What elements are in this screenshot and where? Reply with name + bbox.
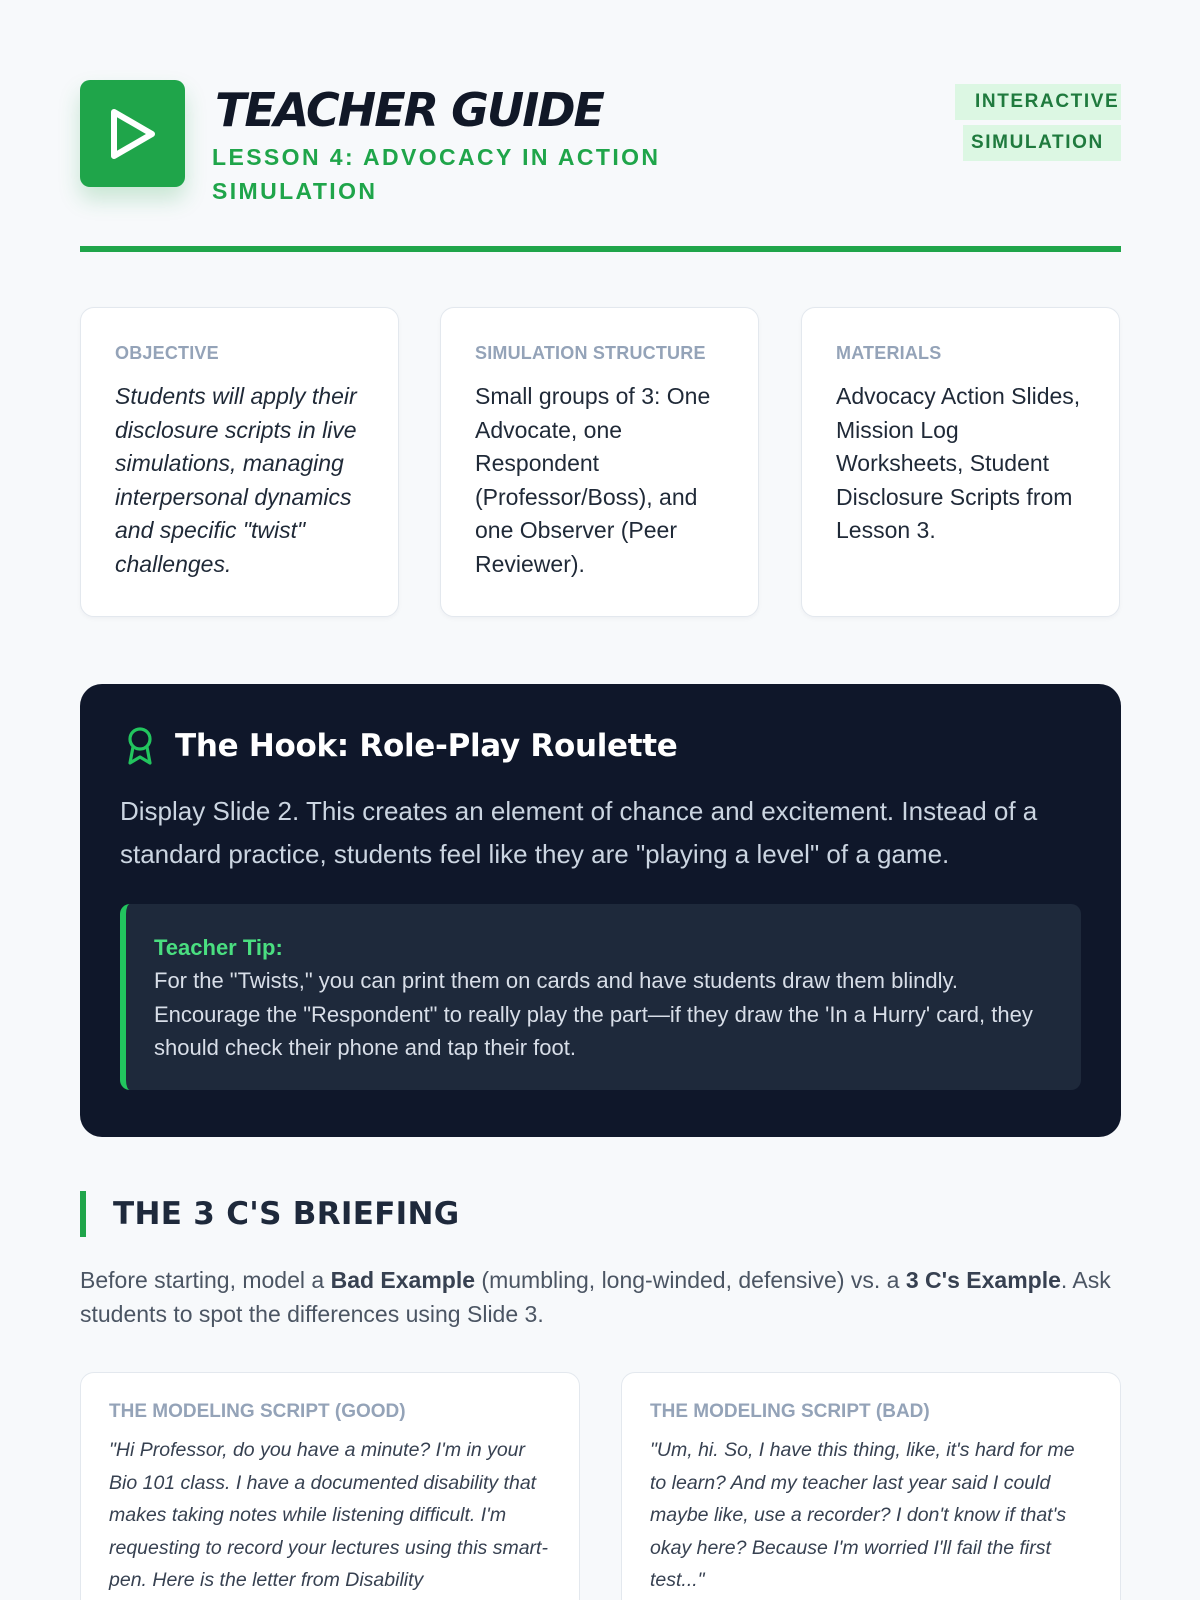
structure-card bbox=[440, 307, 759, 617]
hook-heading bbox=[120, 724, 1081, 768]
header-divider bbox=[80, 246, 1121, 252]
good-example-emphasis: 3 C's Example bbox=[905, 1267, 1061, 1293]
briefing-title: THE 3 C'S BRIEFING bbox=[113, 1196, 460, 1232]
card-label: SIMULATION STRUCTURE bbox=[475, 343, 706, 363]
play-icon bbox=[106, 106, 160, 162]
objective-card bbox=[80, 307, 399, 617]
logo-badge bbox=[80, 80, 185, 187]
header bbox=[80, 80, 1121, 210]
script-body: "Hi Professor, do you have a minute? I'm in your Bio 101 class. I have a documented disability that makes taking notes while listening difficult. I'm requesting to record your lectures using this smart-pen. Here is the letter from Disability bbox=[109, 1439, 548, 1591]
tip-label: Teacher Tip: bbox=[154, 935, 283, 960]
tip-text: For the "Twists," you can print them on cards and have students draw them blindly. Encourage the "Respondent" to really play the part—if they draw the 'In a Hurry' card, they should check their phone and tap their foot. bbox=[154, 968, 1033, 1060]
briefing-heading bbox=[80, 1190, 1121, 1240]
hook-section bbox=[80, 684, 1121, 1137]
bad-script-card bbox=[621, 1372, 1121, 1600]
bad-example-emphasis: Bad Example bbox=[330, 1267, 476, 1293]
card-body: Students will apply their disclosure scripts in live simulations, managing interpersonal dynamics and specific "twist" challenges. bbox=[115, 383, 357, 577]
hook-title: The Hook: Role-Play Roulette bbox=[175, 728, 678, 764]
heading-accent-bar bbox=[80, 1191, 86, 1237]
lesson-subtitle: LESSON 4: ADVOCACY IN ACTION SIMULATION bbox=[212, 144, 661, 204]
good-script-card bbox=[80, 1372, 580, 1600]
card-label: MATERIALS bbox=[836, 343, 942, 363]
materials-card bbox=[801, 307, 1120, 617]
badge-line-1: INTERACTIVE bbox=[955, 84, 1121, 120]
script-body: "Um, hi. So, I have this thing, like, it's hard for me to learn? And my teacher last year said I could maybe like, use a recorder? I don't know if that's okay here? Because I'm worried I'll fail the first test..." bbox=[650, 1439, 1075, 1591]
script-label: THE MODELING SCRIPT (BAD) bbox=[650, 1401, 930, 1422]
intro-text: . Ask students to spot the differences using Slide 3. bbox=[80, 1267, 1111, 1327]
script-label: THE MODELING SCRIPT (GOOD) bbox=[109, 1401, 406, 1422]
card-body: Small groups of 3: One Advocate, one Respondent (Professor/Boss), and one Observer (Peer Reviewer). bbox=[475, 383, 711, 577]
intro-text: Before starting, model a bbox=[80, 1267, 331, 1293]
card-label: OBJECTIVE bbox=[115, 343, 219, 363]
card-body: Advocacy Action Slides, Mission Log Worksheets, Student Disclosure Scripts from Lesson 3. bbox=[836, 383, 1081, 543]
page-title: TEACHER GUIDE bbox=[215, 83, 603, 137]
intro-text: (mumbling, long-winded, defensive) vs. a bbox=[475, 1267, 906, 1293]
award-icon bbox=[125, 726, 155, 766]
hook-text: Display Slide 2. This creates an element of chance and excitement. Instead of a standard practice, students feel like they are "playing a level" of a game. bbox=[120, 796, 1038, 869]
teacher-guide-page bbox=[80, 0, 1121, 1600]
simulation-badge bbox=[951, 84, 1121, 166]
briefing-intro bbox=[80, 1264, 1121, 1331]
info-cards bbox=[80, 307, 1121, 617]
teacher-tip bbox=[120, 904, 1081, 1090]
badge-line-2: SIMULATION bbox=[963, 125, 1121, 161]
